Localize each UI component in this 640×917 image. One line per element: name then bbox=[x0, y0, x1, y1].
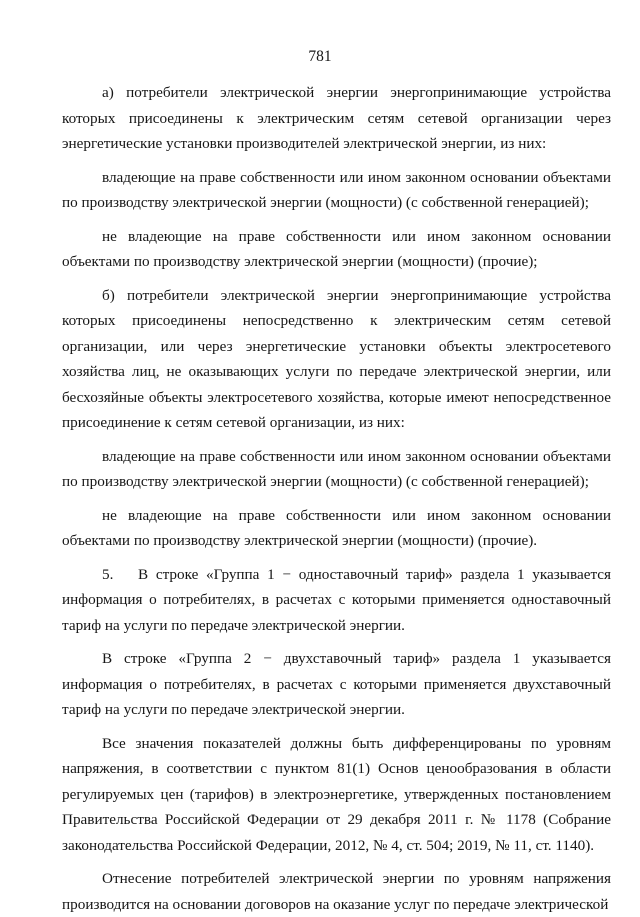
paragraph-b-not-owning: не владеющие на праве собственности или ином законном основании объектами по производству электрической энергии (мощности) (прочие). bbox=[62, 506, 611, 549]
item-number: 5. bbox=[102, 565, 114, 583]
paragraph-a: а) потребители электрической энергии энергопринимающие устройства которых присоединены к электрическим сетям сетевой организации через энергетические установки производителей электрической энергии, из них: bbox=[62, 84, 611, 152]
paragraph-a-owning: владеющие на праве собственности или ином законном основании объектами по производству электрической энергии (мощности) (с собственной генерацией); bbox=[62, 168, 611, 211]
paragraph-item-5 bbox=[62, 562, 611, 639]
item-5-text: В строке «Группа 1 − одноставочный тариф» раздела 1 указывается информация о потребителях, в расчетах с которыми применяется одноставочный тариф на услуги по передаче электрической энергии. bbox=[62, 565, 611, 634]
paragraph-group-2: В строке «Группа 2 − двухставочный тариф» раздела 1 указывается информация о потребителях, в расчетах с которыми применяется двухставочный тариф на услуги по передаче электрической энергии. bbox=[62, 650, 611, 718]
paragraph-b: б) потребители электрической энергии энергопринимающие устройства которых присоединены непосредственно к электрическим сетям сетевой организации, или через энергетические установки объекты электросетевого хозяйства лиц, не оказывающих услуги по передаче электрической энергии, или бесхозяйные объекты электросетевого хозяйства, которые имеют непосредственное присоединение к сетям сетевой организации, из них: bbox=[62, 286, 611, 431]
paragraph-b-owning: владеющие на праве собственности или ином законном основании объектами по производству электрической энергии (мощности) (с собственной генерацией); bbox=[62, 447, 611, 490]
document-body bbox=[62, 78, 611, 917]
paragraph-voltage-levels: Все значения показателей должны быть дифференцированы по уровням напряжения, в соответствии с пунктом 81(1) Основ ценообразования в области регулируемых цен (тарифов) в электроэнергетике, утвержденных постановлением Правительства Российской Федерации от 29 декабря 2011 г. № 1178 (Собрание законодательства Российской Федерации, 2012, № 4, ст. 504; 2019, № 11, ст. 1140). bbox=[62, 734, 611, 854]
paragraph-classification: Отнесение потребителей электрической энергии по уровням напряжения производится на основании договоров на оказание услуг по передаче электрической bbox=[62, 870, 611, 913]
paragraph-a-not-owning: не владеющие на праве собственности или ином законном основании объектами по производству электрической энергии (мощности) (прочие); bbox=[62, 227, 611, 270]
page-number: 781 bbox=[308, 48, 332, 65]
